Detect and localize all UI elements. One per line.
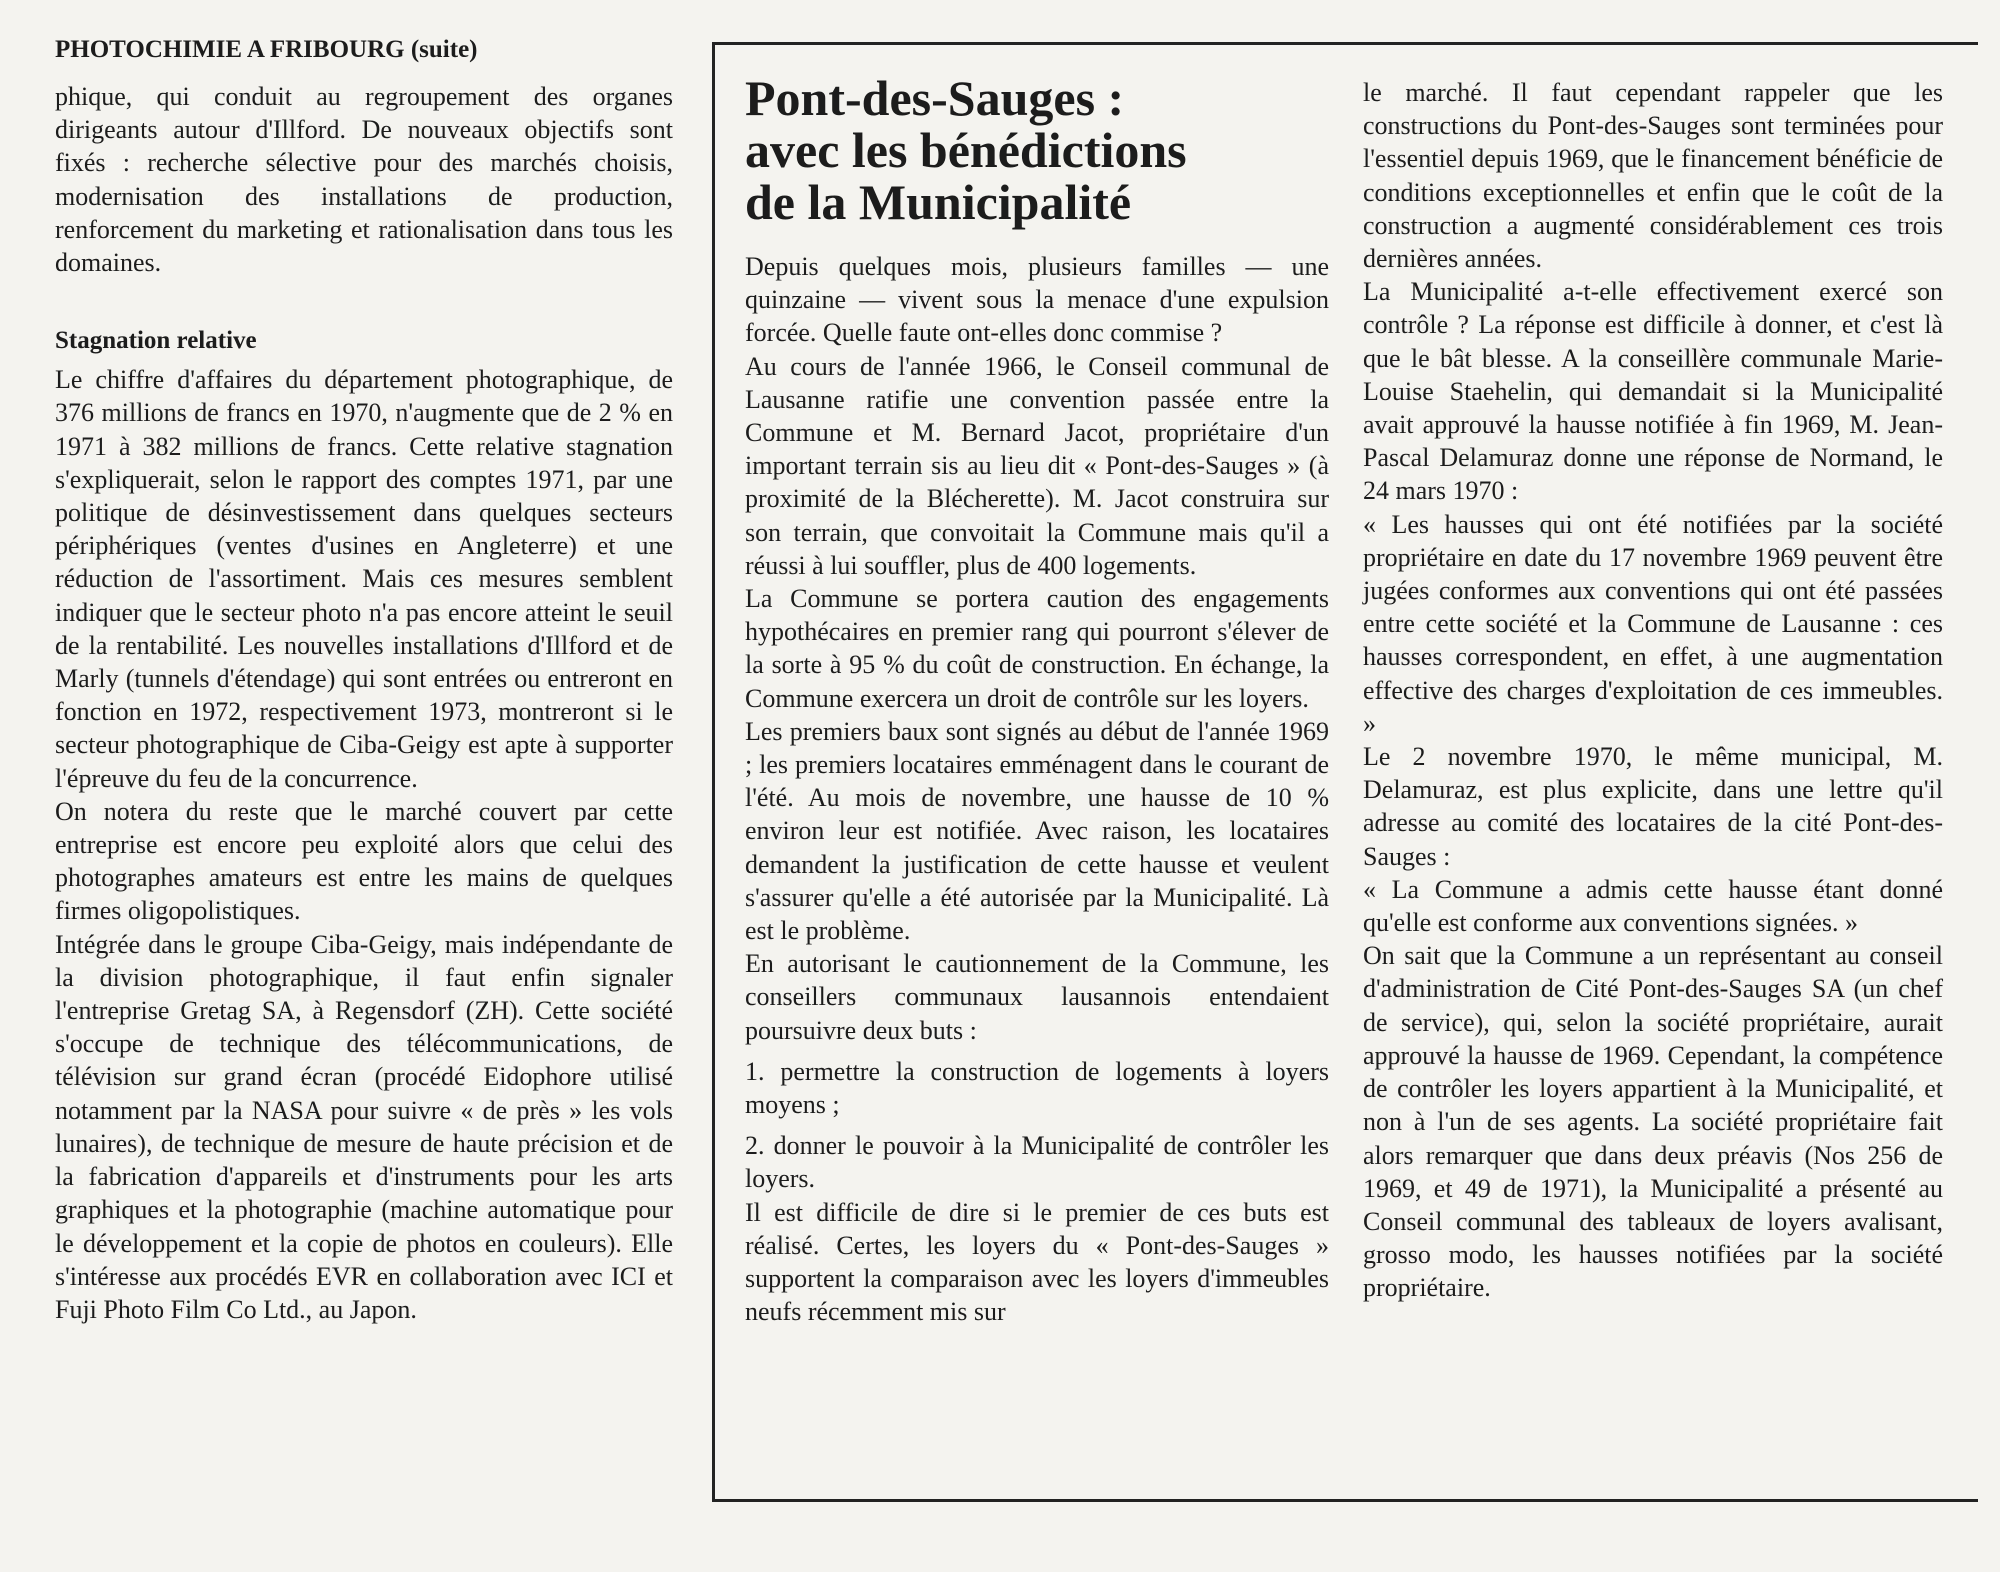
left-body — [55, 363, 673, 1326]
paragraph: Au cours de l'année 1966, le Conseil communal de Lausanne ratifie une convention passée entre la Commune et M. Bernard Jacot, propriétaire d'un important terrain sis au lieu dit « Pont-des-Sauges » (à proximité de la Blécherette). M. Jacot construira sur son terrain, que convoitait la Commune mais qu'il a réussi à lui souffler, plus de 400 logements. — [745, 351, 1329, 580]
headline-line: avec les bénédictions — [745, 122, 1187, 178]
paragraph: phique, qui conduit au regroupement des organes dirigeants autour d'Illford. De nouveaux objectifs sont fixés : recherche sélective pour des marchés choisis, modernisation des installations de production, renforcement du marketing et rationalisation dans tous les domaines. — [55, 82, 673, 278]
paragraph: Le 2 novembre 1970, le même municipal, M. Delamuraz, est plus explicite, dans une lettre qu'il adresse au comité des locataires de la cité Pont-des-Sauges : — [1363, 742, 1943, 871]
paragraph: La Municipalité a-t-elle effectivement exercé son contrôle ? La réponse est difficile à donner, et c'est là que le bât blesse. A la conseillère communale Marie-Louise Staehelin, qui demandait si la Municipalité avait approuvé la hausse notifiée à fin 1969, M. Jean-Pascal Delamuraz donne une réponse de Normand, le 24 mars 1970 : — [1363, 277, 1943, 506]
quote-paragraph: « La Commune a admis cette hausse étant donné qu'elle est conforme aux conventions signées. » — [1363, 874, 1943, 938]
article-headline — [745, 72, 1329, 228]
headline-line: Pont-des-Sauges : — [745, 70, 1125, 126]
paragraph: Depuis quelques mois, plusieurs familles — une quinzaine — vivent sous la menace d'une expulsion forcée. Quelle faute ont-elles donc commise ? — [745, 252, 1329, 348]
article-column-2 — [1363, 76, 1943, 1305]
article-body-2 — [1363, 76, 1943, 1305]
list-item: 2. donner le pouvoir à la Municipalité de contrôler les loyers. — [745, 1131, 1329, 1194]
list-item: 1. permettre la construction de logements à loyers moyens ; — [745, 1056, 1329, 1120]
running-head: PHOTOCHIMIE A FRIBOURG (suite) — [55, 36, 478, 63]
headline-line: de la Municipalité — [745, 174, 1132, 230]
quote-paragraph: « Les hausses qui ont été notifiées par la société propriétaire en date du 17 novembre 1969 peuvent être jugées conformes aux conventions qui ont été passées entre cette société et la Commune de Lausanne : ces hausses correspondent, en effet, à une augmentation effective des charges d'exploitation de ces immeubles. » — [1363, 509, 1943, 738]
paragraph: On sait que la Commune a un représentant au conseil d'administration de Cité Pont-des-Sauges SA (un chef de service), qui, selon la société propriétaire, aurait approuvé la hausse de 1969. Cependant, la compétence de contrôler les loyers appartient à la Municipalité, et non à l'un de ses agents. La société propriétaire fait alors remarquer que dans deux préavis (Nos 256 de 1969, et 49 de 1971), la Municipalité a présenté au Conseil communal des tableaux de loyers avalisant, grosso modo, les hausses notifiées par la société propriétaire. — [1363, 941, 1943, 1303]
paragraph: En autorisant le cautionnement de la Commune, les conseillers communaux lausannois entendaient poursuivre deux buts : — [745, 949, 1329, 1045]
paragraph: le marché. Il faut cependant rappeler que les constructions du Pont-des-Sauges sont terminées pour l'essentiel depuis 1969, que le financement bénéficie de conditions exceptionnelles et enfin que le coût de la construction a augmenté considérablement ces trois dernières années. — [1363, 78, 1943, 274]
section-subhead: Stagnation relative — [55, 327, 257, 355]
article-column-1 — [745, 72, 1329, 1329]
paragraph: On notera du reste que le marché couvert par cette entreprise est encore peu exploité alors que celui des photographes amateurs est entre les mains de quelques firmes oligopolistiques. — [55, 796, 673, 926]
left-intro — [55, 80, 673, 279]
paragraph: Le chiffre d'affaires du département photographique, de 376 millions de francs en 1970, n'augmente que de 2 % en 1971 à 382 millions de francs. Cette relative stagnation s'expliquerait, selon le rapport des comptes 1971, par une politique de désinvestissement dans quelques secteurs périphériques (ventes d'usines en Angleterre) et une réduction de l'assortiment. Mais ces mesures semblent indiquer que le secteur photo n'a pas encore atteint le seuil de la rentabilité. Les nouvelles installations d'Illford et de Marly (tunnels d'étendage) qui sont entrées ou entreront en fonction en 1972, respectivement 1973, montreront si le secteur photographique de Ciba-Geigy est apte à supporter l'épreuve du feu de la concurrence. — [55, 365, 673, 793]
paragraph: Intégrée dans le groupe Ciba-Geigy, mais indépendante de la division photographique, il faut enfin signaler l'entreprise Gretag SA, à Regensdorf (ZH). Cette société s'occupe de technique des télécommunications, de télévision sur grand écran (procédé Eidophore utilisé notamment par la NASA pour suivre « de près » les vols lunaires), de technique de mesure de haute précision et de la fabrication d'appareils et d'instruments pour les arts graphiques et la photographie (machine automatique pour le développement et la copie de photos en couleurs). Elle s'intéresse aux procédés EVR en collaboration avec ICI et Fuji Photo Film Co Ltd., au Japon. — [55, 929, 673, 1324]
paragraph: Il est difficile de dire si le premier de ces buts est réalisé. Certes, les loyers du « Pont-des-Sauges » supportent la comparaison avec les loyers d'immeubles neufs récemment mis sur — [745, 1197, 1329, 1327]
paragraph: La Commune se portera caution des engagements hypothécaires en premier rang qui pourront s'élever de la sorte à 95 % du coût de construction. En échange, la Commune exercera un droit de contrôle sur les loyers. — [745, 584, 1329, 713]
left-column — [55, 34, 673, 1326]
paragraph: Les premiers baux sont signés au début de l'année 1969 ; les premiers locataires emménagent dans le courant de l'été. Au mois de novembre, une hausse de 10 % environ leur est notifiée. Avec raison, les locataires demandent la justification de cette hausse et veulent s'assurer qu'elle a été autorisée par la Municipalité. Là est le problème. — [745, 716, 1329, 946]
article-body-1 — [745, 250, 1329, 1329]
